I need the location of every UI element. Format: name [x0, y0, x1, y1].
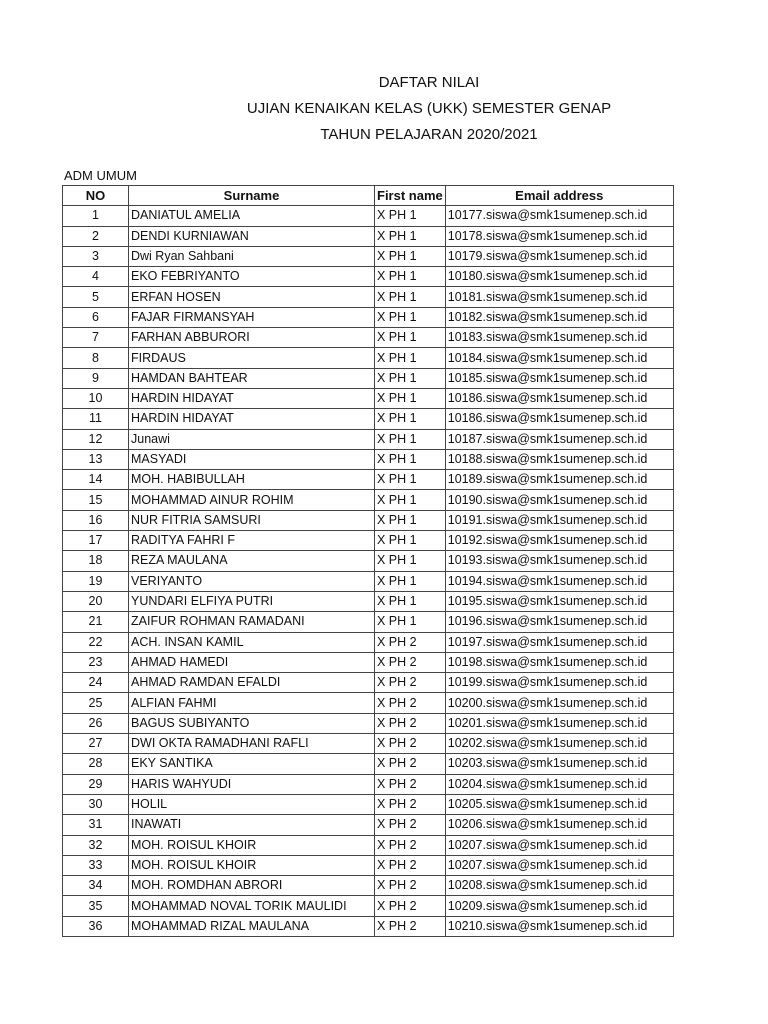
cell-no: 5: [63, 287, 129, 307]
cell-email: 10179.siswa@smk1sumenep.sch.id: [445, 246, 673, 266]
cell-email: 10190.siswa@smk1sumenep.sch.id: [445, 490, 673, 510]
cell-surname: MASYADI: [129, 449, 375, 469]
cell-first-name: X PH 2: [375, 855, 446, 875]
cell-first-name: X PH 1: [375, 490, 446, 510]
header-surname: Surname: [129, 186, 375, 206]
cell-surname: HAMDAN BAHTEAR: [129, 368, 375, 388]
header-email: Email address: [445, 186, 673, 206]
cell-first-name: X PH 1: [375, 368, 446, 388]
table-row: [63, 531, 674, 551]
cell-surname: ALFIAN FAHMI: [129, 693, 375, 713]
cell-first-name: X PH 2: [375, 734, 446, 754]
cell-first-name: X PH 1: [375, 388, 446, 408]
cell-surname: AHMAD HAMEDI: [129, 652, 375, 672]
cell-surname: RADITYA FAHRI F: [129, 531, 375, 551]
cell-email: 10197.siswa@smk1sumenep.sch.id: [445, 632, 673, 652]
table-row: [63, 470, 674, 490]
cell-surname: Junawi: [129, 429, 375, 449]
cell-email: 10198.siswa@smk1sumenep.sch.id: [445, 652, 673, 672]
cell-no: 33: [63, 855, 129, 875]
cell-first-name: X PH 1: [375, 551, 446, 571]
cell-surname: REZA MAULANA: [129, 551, 375, 571]
cell-surname: VERIYANTO: [129, 571, 375, 591]
cell-surname: HARDIN HIDAYAT: [129, 388, 375, 408]
cell-first-name: X PH 2: [375, 835, 446, 855]
cell-email: 10189.siswa@smk1sumenep.sch.id: [445, 470, 673, 490]
cell-first-name: X PH 1: [375, 612, 446, 632]
title-line-2: UJIAN KENAIKAN KELAS (UKK) SEMESTER GENAP: [246, 100, 612, 117]
student-table: [62, 185, 674, 937]
table-row: [63, 307, 674, 327]
table-row: [63, 876, 674, 896]
cell-first-name: X PH 1: [375, 531, 446, 551]
cell-surname: HARDIN HIDAYAT: [129, 409, 375, 429]
table-row: [63, 449, 674, 469]
table-row: [63, 754, 674, 774]
cell-email: 10204.siswa@smk1sumenep.sch.id: [445, 774, 673, 794]
cell-no: 35: [63, 896, 129, 916]
cell-email: 10210.siswa@smk1sumenep.sch.id: [445, 916, 673, 936]
cell-no: 6: [63, 307, 129, 327]
cell-first-name: X PH 2: [375, 916, 446, 936]
cell-first-name: X PH 2: [375, 693, 446, 713]
cell-email: 10199.siswa@smk1sumenep.sch.id: [445, 673, 673, 693]
cell-first-name: X PH 1: [375, 571, 446, 591]
table-row: [63, 206, 674, 226]
cell-no: 14: [63, 470, 129, 490]
cell-surname: MOH. ROISUL KHOIR: [129, 835, 375, 855]
cell-surname: MOHAMMAD RIZAL MAULANA: [129, 916, 375, 936]
cell-no: 34: [63, 876, 129, 896]
cell-surname: AHMAD RAMDAN EFALDI: [129, 673, 375, 693]
cell-no: 12: [63, 429, 129, 449]
cell-surname: YUNDARI ELFIYA PUTRI: [129, 591, 375, 611]
cell-first-name: X PH 2: [375, 876, 446, 896]
cell-email: 10203.siswa@smk1sumenep.sch.id: [445, 754, 673, 774]
title-line-1: DAFTAR NILAI: [378, 74, 480, 91]
cell-surname: ACH. INSAN KAMIL: [129, 632, 375, 652]
table-row: [63, 815, 674, 835]
table-row: [63, 612, 674, 632]
header-no: NO: [63, 186, 129, 206]
cell-first-name: X PH 1: [375, 267, 446, 287]
cell-no: 28: [63, 754, 129, 774]
cell-surname: HARIS WAHYUDI: [129, 774, 375, 794]
cell-first-name: X PH 1: [375, 409, 446, 429]
cell-surname: DWI OKTA RAMADHANI RAFLI: [129, 734, 375, 754]
cell-first-name: X PH 1: [375, 328, 446, 348]
table-row: [63, 388, 674, 408]
cell-surname: ERFAN HOSEN: [129, 287, 375, 307]
cell-no: 18: [63, 551, 129, 571]
cell-first-name: X PH 1: [375, 470, 446, 490]
cell-surname: DENDI KURNIAWAN: [129, 226, 375, 246]
cell-email: 10205.siswa@smk1sumenep.sch.id: [445, 794, 673, 814]
cell-email: 10201.siswa@smk1sumenep.sch.id: [445, 713, 673, 733]
cell-no: 8: [63, 348, 129, 368]
title-line-3: TAHUN PELAJARAN 2020/2021: [320, 126, 538, 143]
cell-no: 36: [63, 916, 129, 936]
cell-email: 10186.siswa@smk1sumenep.sch.id: [445, 388, 673, 408]
cell-surname: MOHAMMAD NOVAL TORIK MAULIDI: [129, 896, 375, 916]
cell-surname: MOHAMMAD AINUR ROHIM: [129, 490, 375, 510]
table-row: [63, 734, 674, 754]
cell-first-name: X PH 2: [375, 896, 446, 916]
cell-email: 10185.siswa@smk1sumenep.sch.id: [445, 368, 673, 388]
table-row: [63, 368, 674, 388]
cell-email: 10187.siswa@smk1sumenep.sch.id: [445, 429, 673, 449]
cell-no: 21: [63, 612, 129, 632]
cell-first-name: X PH 1: [375, 348, 446, 368]
cell-email: 10194.siswa@smk1sumenep.sch.id: [445, 571, 673, 591]
cell-email: 10207.siswa@smk1sumenep.sch.id: [445, 855, 673, 875]
table-row: [63, 429, 674, 449]
cell-no: 13: [63, 449, 129, 469]
cell-email: 10178.siswa@smk1sumenep.sch.id: [445, 226, 673, 246]
cell-surname: DANIATUL AMELIA: [129, 206, 375, 226]
cell-surname: FIRDAUS: [129, 348, 375, 368]
cell-email: 10196.siswa@smk1sumenep.sch.id: [445, 612, 673, 632]
cell-first-name: X PH 1: [375, 226, 446, 246]
table-row: [63, 896, 674, 916]
table-row: [63, 287, 674, 307]
table-row: [63, 328, 674, 348]
cell-no: 27: [63, 734, 129, 754]
table-row: [63, 571, 674, 591]
cell-email: 10181.siswa@smk1sumenep.sch.id: [445, 287, 673, 307]
cell-no: 17: [63, 531, 129, 551]
cell-first-name: X PH 2: [375, 794, 446, 814]
cell-email: 10184.siswa@smk1sumenep.sch.id: [445, 348, 673, 368]
cell-email: 10207.siswa@smk1sumenep.sch.id: [445, 835, 673, 855]
cell-first-name: X PH 1: [375, 307, 446, 327]
cell-email: 10209.siswa@smk1sumenep.sch.id: [445, 896, 673, 916]
cell-email: 10182.siswa@smk1sumenep.sch.id: [445, 307, 673, 327]
cell-first-name: X PH 2: [375, 652, 446, 672]
cell-no: 24: [63, 673, 129, 693]
cell-first-name: X PH 1: [375, 206, 446, 226]
cell-email: 10192.siswa@smk1sumenep.sch.id: [445, 531, 673, 551]
cell-no: 3: [63, 246, 129, 266]
cell-no: 20: [63, 591, 129, 611]
table-row: [63, 591, 674, 611]
cell-surname: HOLIL: [129, 794, 375, 814]
table-body: [63, 206, 674, 937]
table-row: [63, 348, 674, 368]
cell-email: 10202.siswa@smk1sumenep.sch.id: [445, 734, 673, 754]
cell-surname: Dwi Ryan Sahbani: [129, 246, 375, 266]
table-row: [63, 632, 674, 652]
cell-surname: MOH. ROMDHAN ABRORI: [129, 876, 375, 896]
cell-first-name: X PH 1: [375, 287, 446, 307]
cell-no: 31: [63, 815, 129, 835]
cell-first-name: X PH 1: [375, 429, 446, 449]
cell-email: 10208.siswa@smk1sumenep.sch.id: [445, 876, 673, 896]
section-label: ADM UMUM: [64, 168, 137, 183]
cell-no: 26: [63, 713, 129, 733]
cell-email: 10195.siswa@smk1sumenep.sch.id: [445, 591, 673, 611]
document-title: [0, 70, 768, 148]
cell-no: 19: [63, 571, 129, 591]
table-row: [63, 652, 674, 672]
cell-no: 32: [63, 835, 129, 855]
cell-email: 10186.siswa@smk1sumenep.sch.id: [445, 409, 673, 429]
cell-no: 9: [63, 368, 129, 388]
cell-no: 11: [63, 409, 129, 429]
cell-surname: BAGUS SUBIYANTO: [129, 713, 375, 733]
cell-email: 10206.siswa@smk1sumenep.sch.id: [445, 815, 673, 835]
cell-first-name: X PH 1: [375, 591, 446, 611]
table-row: [63, 916, 674, 936]
cell-no: 22: [63, 632, 129, 652]
cell-no: 4: [63, 267, 129, 287]
cell-no: 29: [63, 774, 129, 794]
cell-email: 10180.siswa@smk1sumenep.sch.id: [445, 267, 673, 287]
table-row: [63, 409, 674, 429]
cell-email: 10191.siswa@smk1sumenep.sch.id: [445, 510, 673, 530]
cell-surname: NUR FITRIA SAMSURI: [129, 510, 375, 530]
table-header-row: [63, 186, 674, 206]
table-row: [63, 855, 674, 875]
cell-email: 10188.siswa@smk1sumenep.sch.id: [445, 449, 673, 469]
cell-no: 1: [63, 206, 129, 226]
cell-email: 10193.siswa@smk1sumenep.sch.id: [445, 551, 673, 571]
cell-email: 10183.siswa@smk1sumenep.sch.id: [445, 328, 673, 348]
table-row: [63, 774, 674, 794]
cell-surname: ZAIFUR ROHMAN RAMADANI: [129, 612, 375, 632]
table-row: [63, 794, 674, 814]
cell-no: 23: [63, 652, 129, 672]
cell-first-name: X PH 1: [375, 449, 446, 469]
cell-surname: EKY SANTIKA: [129, 754, 375, 774]
cell-no: 15: [63, 490, 129, 510]
cell-first-name: X PH 2: [375, 713, 446, 733]
cell-surname: EKO FEBRIYANTO: [129, 267, 375, 287]
table-row: [63, 673, 674, 693]
table-row: [63, 713, 674, 733]
table-row: [63, 246, 674, 266]
table-row: [63, 267, 674, 287]
cell-surname: MOH. ROISUL KHOIR: [129, 855, 375, 875]
cell-no: 7: [63, 328, 129, 348]
cell-first-name: X PH 2: [375, 815, 446, 835]
table-row: [63, 551, 674, 571]
cell-no: 25: [63, 693, 129, 713]
cell-first-name: X PH 1: [375, 246, 446, 266]
table-row: [63, 510, 674, 530]
cell-no: 2: [63, 226, 129, 246]
cell-first-name: X PH 2: [375, 632, 446, 652]
cell-no: 10: [63, 388, 129, 408]
table-row: [63, 835, 674, 855]
cell-first-name: X PH 1: [375, 510, 446, 530]
cell-surname: INAWATI: [129, 815, 375, 835]
table-row: [63, 226, 674, 246]
table-row: [63, 693, 674, 713]
cell-first-name: X PH 2: [375, 673, 446, 693]
cell-first-name: X PH 2: [375, 774, 446, 794]
cell-first-name: X PH 2: [375, 754, 446, 774]
cell-surname: FARHAN ABBURORI: [129, 328, 375, 348]
cell-email: 10177.siswa@smk1sumenep.sch.id: [445, 206, 673, 226]
table-row: [63, 490, 674, 510]
cell-surname: MOH. HABIBULLAH: [129, 470, 375, 490]
cell-surname: FAJAR FIRMANSYAH: [129, 307, 375, 327]
cell-no: 16: [63, 510, 129, 530]
cell-no: 30: [63, 794, 129, 814]
cell-email: 10200.siswa@smk1sumenep.sch.id: [445, 693, 673, 713]
header-first-name: First name: [375, 186, 446, 206]
